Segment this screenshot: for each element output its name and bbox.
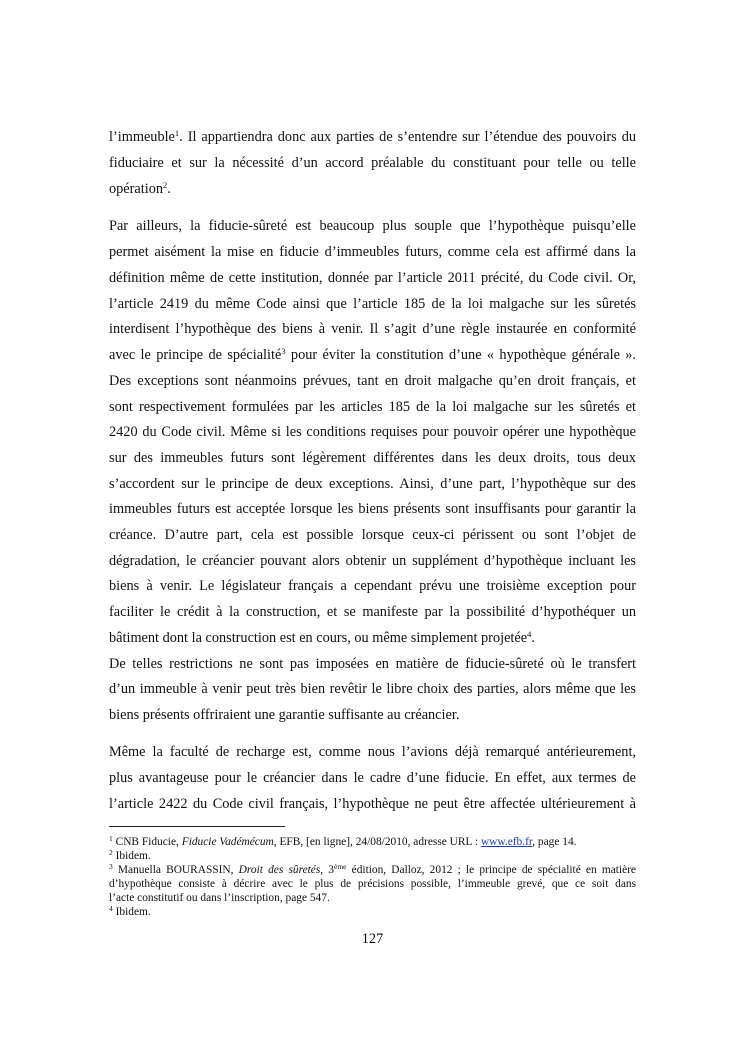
- url-link[interactable]: www.efb.fr: [480, 836, 533, 848]
- paragraph-1-line-3: [109, 180, 636, 198]
- text-run: , page 14.: [532, 836, 577, 848]
- paragraph-2-line-16: faciliter le crédit à la construction, et se manifeste par la possibilité d’hypothéquer un: [109, 604, 636, 620]
- paragraph-2-line-1: Par ailleurs, la fiducie-sûreté est beaucoup plus souple que l’hypothèque puisqu’elle: [109, 218, 636, 234]
- paragraph-2-line-14: dégradation, le créancier pouvant alors obtenir un supplément d’hypothèque incluant les: [109, 553, 636, 569]
- paragraph-4-line-2: plus avantageuse pour le créancier dans le cadre d’une fiducie. En effet, aux termes de: [109, 770, 636, 786]
- footnote-ref-2[interactable]: 2: [163, 180, 168, 190]
- footnote-1: [109, 835, 636, 849]
- text-run: .: [531, 630, 535, 646]
- paragraph-1-line-2: fiduciaire et sur la nécessité d’un accord préalable du constituant pour telle ou telle: [109, 155, 636, 171]
- page-number: 127: [361, 931, 384, 947]
- footnote-number: 2: [109, 848, 113, 857]
- paragraph-2-line-7: Des exceptions sont néanmoins prévues, tant en droit malgache qu’en droit français, et: [109, 373, 636, 389]
- text-run: pour éviter la constitution d’une « hypothèque générale ».: [285, 347, 637, 363]
- text-run: CNB Fiducie,: [112, 836, 182, 848]
- text-run: Ibidem.: [112, 850, 151, 862]
- footnote-3-line-1: [109, 863, 636, 877]
- footnote-ref-3[interactable]: 3: [281, 346, 286, 356]
- paragraph-2-line-17: [109, 629, 636, 647]
- paragraph-1-line-1: [109, 128, 636, 146]
- paragraph-4-line-1: Même la faculté de recharge est, comme nous l’avions déjà remarqué antérieurement,: [109, 744, 636, 760]
- text-run: . Il appartiendra donc aux parties de s’entendre sur l’étendue des pouvoirs du: [179, 129, 636, 145]
- footnote-separator: [109, 826, 285, 827]
- footnote-number: 3: [109, 862, 113, 871]
- text-run: Ibidem.: [112, 906, 151, 918]
- footnote-3-line-2: d’hypothèque consiste à décrire avec le plus de précisions possible, l’immeuble grevé, que ce soit dans: [109, 878, 636, 890]
- paragraph-2-line-13: créance. D’autre part, cela est possible lorsque ceux-ci périssent ou sont l’objet de: [109, 527, 636, 543]
- paragraph-2-line-4: l’article 2419 du même Code ainsi que l’article 185 de la loi malgache sur les sûretés: [109, 296, 636, 312]
- paragraph-2-line-9: 2420 du Code civil. Même si les conditions requises pour pouvoir opérer une hypothèque: [109, 424, 636, 440]
- paragraph-2-line-3: définition même de cette institution, donnée par l’article 2011 précité, du Code civil. Or,: [109, 270, 636, 286]
- paragraph-2-line-10: sur des immeubles futurs sont légèrement différentes dans les deux droits, tous deux: [109, 450, 636, 466]
- paragraph-2-line-8: sont respectivement formulées par les articles 185 de la loi malgache sur les sûretés et: [109, 399, 636, 415]
- title-italic: Fiducie Vadémécum: [181, 836, 274, 848]
- paragraph-3-line-2: d’un immeuble à venir peut très bien revêtir le libre choix des parties, alors même que les: [109, 681, 636, 697]
- text-run: 3: [323, 864, 334, 876]
- paragraph-2-line-2: permet aisément la mise en fiducie d’immeubles futurs, comme cela est affirmé dans la: [109, 244, 636, 260]
- footnote-ref-4[interactable]: 4: [527, 629, 532, 639]
- text-run: , EFB, [en ligne], 24/08/2010, adresse URL :: [273, 836, 481, 848]
- text-run: bâtiment dont la construction est en cours, ou même simplement projetée: [109, 630, 528, 646]
- paragraph-3-line-1: De telles restrictions ne sont pas imposées en matière de fiducie-sûreté où le transfert: [109, 656, 636, 672]
- paragraph-2-line-6: [109, 346, 636, 364]
- text-run: opération: [109, 181, 163, 197]
- footnote-4: [109, 905, 636, 919]
- footnote-number: 1: [109, 834, 113, 843]
- superscript: ème: [334, 862, 347, 871]
- paragraph-2-line-11: s’accordent sur le principe de deux exceptions. Ainsi, d’une part, l’hypothèque sur des: [109, 476, 636, 492]
- paragraph-2-line-15: biens à venir. Le législateur français a cependant prévu une troisième exception pour: [109, 578, 636, 594]
- paragraph-2-line-5: interdisent l’hypothèque des biens à venir. Il s’agit d’une règle instaurée en conformité: [109, 321, 636, 337]
- text-run: édition, Dalloz, 2012 ; le principe de spécialité en matière: [346, 864, 636, 876]
- footnote-number: 4: [109, 904, 113, 913]
- title-italic: Droit des sûretés,: [238, 864, 324, 876]
- text-run: Manuella BOURASSIN,: [112, 864, 239, 876]
- footnote-ref-1[interactable]: 1: [174, 128, 180, 138]
- paragraph-2-line-12: immeubles futurs est acceptée lorsque les biens présents sont insuffisants pour garantir la: [109, 501, 636, 517]
- paragraph-4-line-3: l’article 2422 du Code civil français, l’hypothèque ne peut être affectée ultérieurement à: [109, 796, 636, 812]
- footnote-2: [109, 849, 636, 863]
- text-run: .: [167, 181, 171, 197]
- footnote-3-line-3: l’acte constitutif ou dans l’inscription, page 547.: [109, 892, 330, 904]
- text-run: avec le principe de spécialité: [109, 347, 282, 363]
- text-run: l’immeuble: [109, 129, 175, 145]
- paragraph-3-line-3: biens présents offriraient une garantie suffisante au créancier.: [109, 707, 460, 723]
